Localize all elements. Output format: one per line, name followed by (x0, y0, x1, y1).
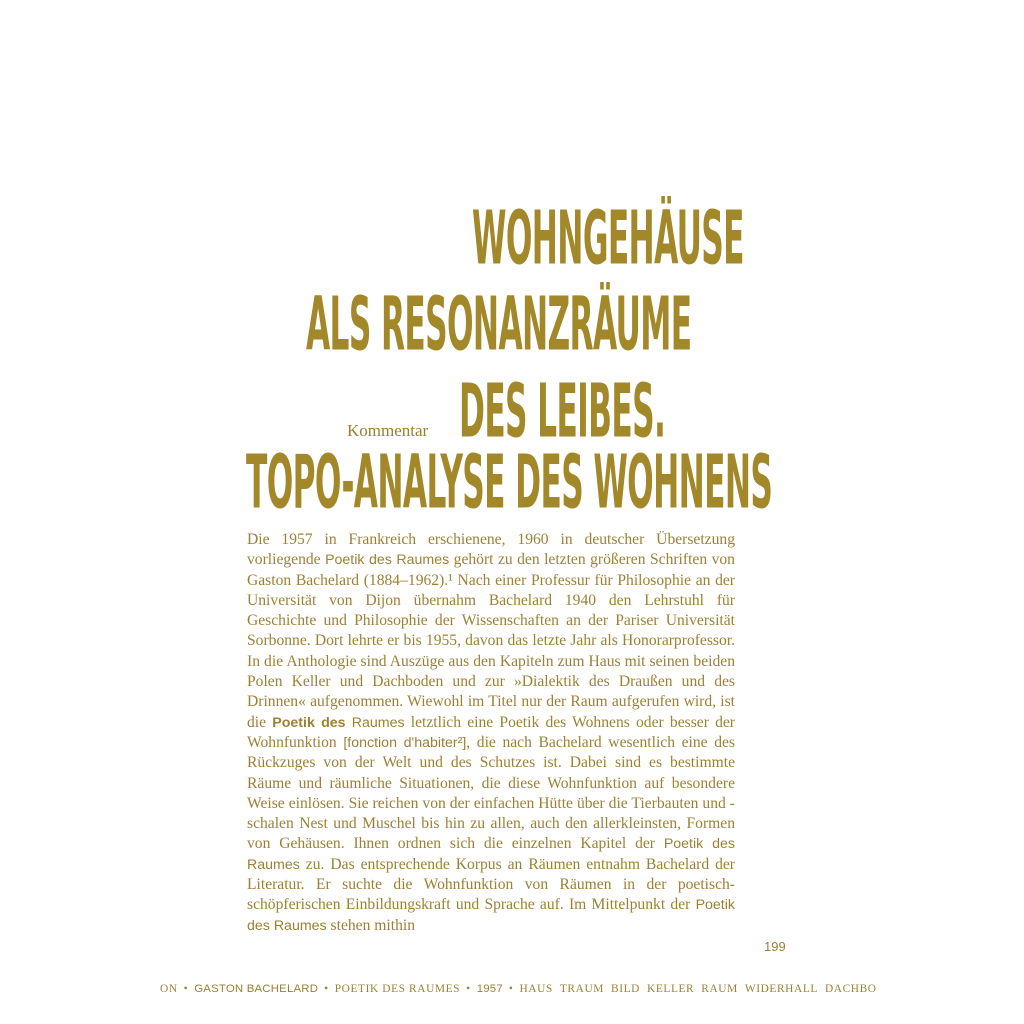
work-title-rest: Raumes (351, 714, 405, 731)
footer-keyword: WIDERHALL (744, 983, 818, 995)
work-title: Poetik des Raumes (247, 836, 735, 873)
body-text-segment: zu. Das entsprechende Korpus an Räumen entnahm Bachelard der Literatur. Er suchte die Wohnfunktion von Räumen in der poetisch-schöpferischen Einbildungskraft und Sprache auf. Im Mittelpunkt der (247, 855, 735, 914)
footer-keyword: RAUM (701, 983, 738, 995)
footer-keyword: KELLER (647, 983, 695, 995)
footer-separator: • (466, 983, 471, 995)
title-line-2: ALS RESONANZRÄUME (306, 282, 692, 369)
title-line-4: TOPO-ANALYSE DES WOHNENS (246, 440, 773, 527)
body-text-segment: Die 1957 in Frankreich erschienene, 1960 in deutscher Übersetzung vorliegende (247, 531, 735, 569)
footer-separator: • (324, 983, 329, 995)
footer-work: POETIK DES RAUMES (334, 983, 461, 995)
french-term: [fonction d'habiter²] (343, 734, 467, 751)
body-text-segment: stehen mithin (326, 916, 416, 934)
section-label: Kommentar (347, 421, 429, 440)
footer-separator: • (508, 983, 514, 995)
footer-keyword: DACHBO (824, 983, 877, 995)
footer-year: 1957 (476, 983, 503, 995)
body-paragraph (247, 530, 735, 936)
body-text-segment: , die nach Bachelard wesentlich eine des Rückzuges von der Welt und des Schutzes ist. Dabei sind es bestimmte Räume und räumliche Situationen, die diese Wohnfunktion auf besondere Weise einlösen. Sie reichen von der einfachen Hütte über die Tierbauten und -schalen Nest und Muschel bis hin zu allen, auch den allerkleinsten, Formen von Gehäusen. Ihnen ordnen sich die einzelnen Kapitel der (247, 733, 735, 853)
title-line-1: WOHNGEHÄUSE (472, 196, 744, 283)
body-text-segment: letztlich eine Poetik des Wohnens oder besser der Wohnfunktion (247, 713, 735, 751)
footer-separator: • (183, 983, 189, 995)
footer-keyword: BILD (611, 983, 640, 995)
work-title-bold: Poetik des (272, 714, 346, 731)
footer-lead: ON (160, 983, 178, 995)
work-title: Poetik des Raumes (325, 552, 450, 569)
running-footer (160, 983, 877, 995)
title-line-3: DES LEIBES. (459, 369, 666, 456)
footer-author: GASTON BACHELARD (194, 983, 319, 995)
work-title: Poetik des Raumes (247, 897, 735, 934)
footer-keyword: HAUS (519, 983, 553, 995)
footer-keyword: TRAUM (559, 983, 605, 995)
body-text-segment: gehört zu den letzten größeren Schriften von Gaston Bachelard (1884–1962).¹ Nach einer Professur für Philosophie an der Universität von Dijon übernahm Bachelard 1940 den Lehrstuhl für Geschichte und Philosophie der Wissenschaften an der Pariser Universität Sorbonne. Dort lehrte er bis 1955, davon das letzte Jahr als Honorarprofessor. In die Anthologie sind Auszüge aus den Kapiteln zum Haus mit seinen beiden Polen Keller und Dachboden und zur »Dialektik des Draußen und des Drinnen« aufgenommen. Wiewohl im Titel nur der Raum aufgerufen wird, ist die (247, 551, 735, 731)
page-number: 199 (764, 939, 786, 954)
